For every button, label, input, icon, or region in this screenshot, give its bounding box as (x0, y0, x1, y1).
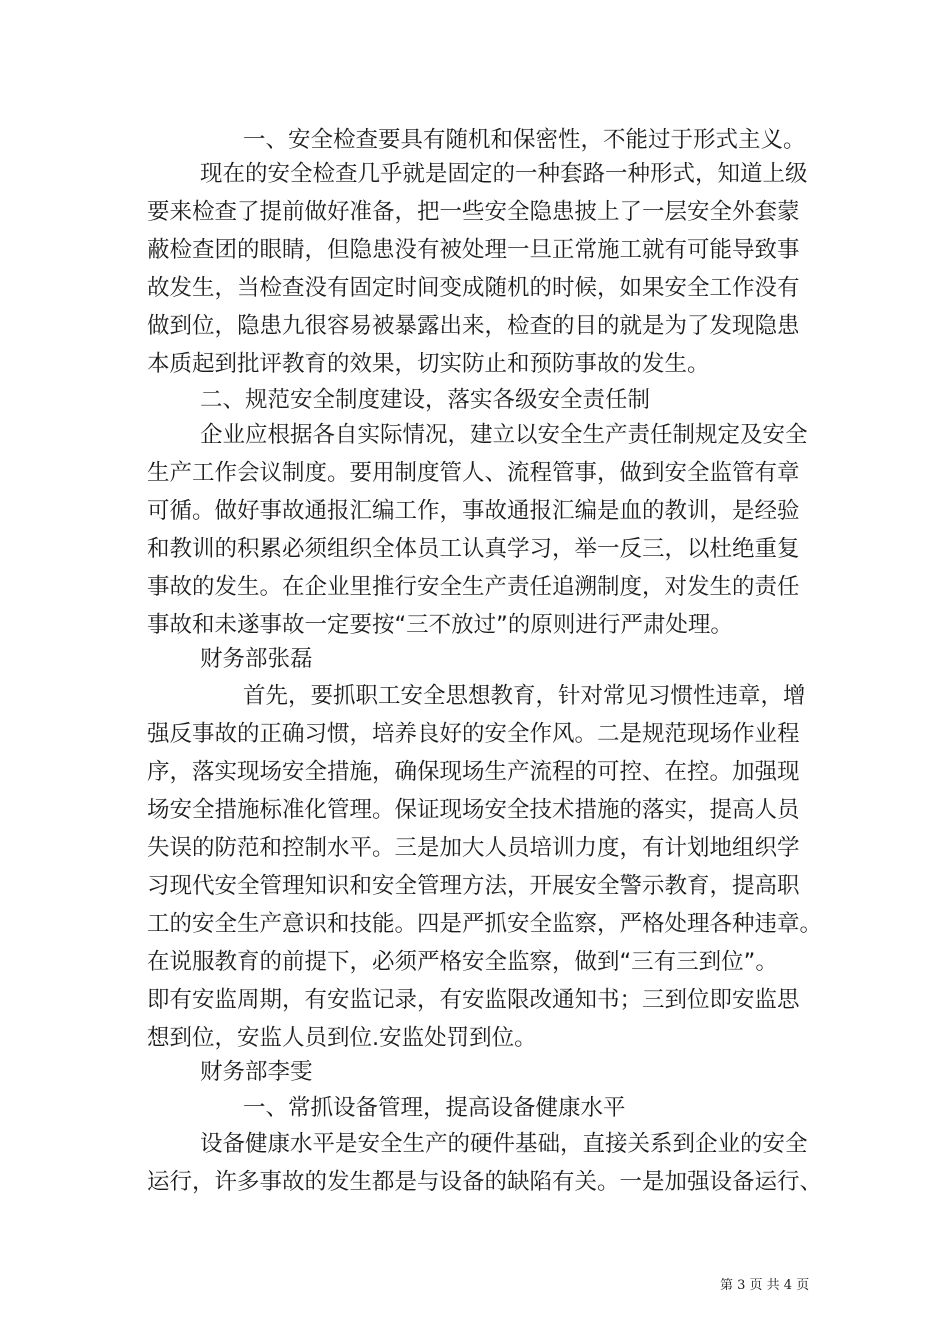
body-line: 事故的发生。在企业里推行安全生产责任追溯制度，对发生的责任 (147, 574, 800, 600)
body-line: 习现代安全管理知识和安全管理方法，开展安全警示教育，提高职 (147, 873, 800, 899)
body-line: 在说服教育的前提下，必须严格安全监察，做到“三有三到位”。 (147, 949, 778, 975)
section-heading: 一、安全检查要具有随机和保密性，不能过于形式主义。 (243, 127, 806, 153)
body-line: 和教训的积累必须组织全体员工认真学习，举一反三，以杜绝重复 (147, 536, 800, 562)
page-number: 第 3 页 共 4 页 (720, 1278, 810, 1293)
body-line: 工的安全生产意识和技能。四是严抓安全监察，严格处理各种违章。 (147, 911, 823, 937)
body-line: 设备健康水平是安全生产的硬件基础，直接关系到企业的安全 (200, 1131, 808, 1157)
author-label: 财务部张磊 (200, 646, 313, 672)
body-line: 故发生，当检查没有固定时间变成随机的时候，如果安全工作没有 (147, 275, 800, 301)
body-line: 运行，许多事故的发生都是与设备的缺陷有关。一是加强设备运行、 (147, 1169, 823, 1195)
body-line: 强反事故的正确习惯，培养良好的安全作风。二是规范现场作业程 (147, 721, 800, 747)
section-heading: 一、常抓设备管理，提高设备健康水平 (243, 1095, 626, 1121)
author-label: 财务部李雯 (200, 1059, 313, 1085)
body-line: 做到位，隐患九很容易被暴露出来，检查的目的就是为了发现隐患 (147, 313, 800, 339)
body-line: 本质起到批评教育的效果，切实防止和预防事故的发生。 (147, 351, 710, 377)
body-line: 失误的防范和控制水平。三是加大人员培训力度，有计划地组织学 (147, 835, 800, 861)
body-line: 序，落实现场安全措施，确保现场生产流程的可控、在控。加强现 (147, 759, 800, 785)
body-line: 蔽检查团的眼睛，但隐患没有被处理一旦正常施工就有可能导致事 (147, 237, 800, 263)
body-line: 生产工作会议制度。要用制度管人、流程管事，做到安全监管有章 (147, 460, 800, 486)
body-line: 场安全措施标准化管理。保证现场安全技术措施的落实，提高人员 (147, 797, 800, 823)
body-line: 要来检查了提前做好准备，把一些安全隐患披上了一层安全外套蒙 (147, 199, 800, 225)
section-heading: 二、规范安全制度建设，落实各级安全责任制 (200, 387, 651, 413)
body-line: 企业应根据各自实际情况，建立以安全生产责任制规定及安全 (200, 422, 808, 448)
body-line: 首先，要抓职工安全思想教育，针对常见习惯性违章，增 (243, 683, 806, 709)
body-line: 事故和未遂事故一定要按“三不放过”的原则进行严肃处理。 (147, 612, 733, 638)
body-line: 想到位，安监人员到位.安监处罚到位。 (147, 1025, 537, 1051)
body-line: 即有安监周期，有安监记录，有安监限改通知书；三到位即安监思 (147, 987, 800, 1013)
body-line: 现在的安全检查几乎就是固定的一种套路一种形式，知道上级 (200, 161, 808, 187)
body-line: 可循。做好事故通报汇编工作，事故通报汇编是血的教训，是经验 (147, 498, 800, 524)
